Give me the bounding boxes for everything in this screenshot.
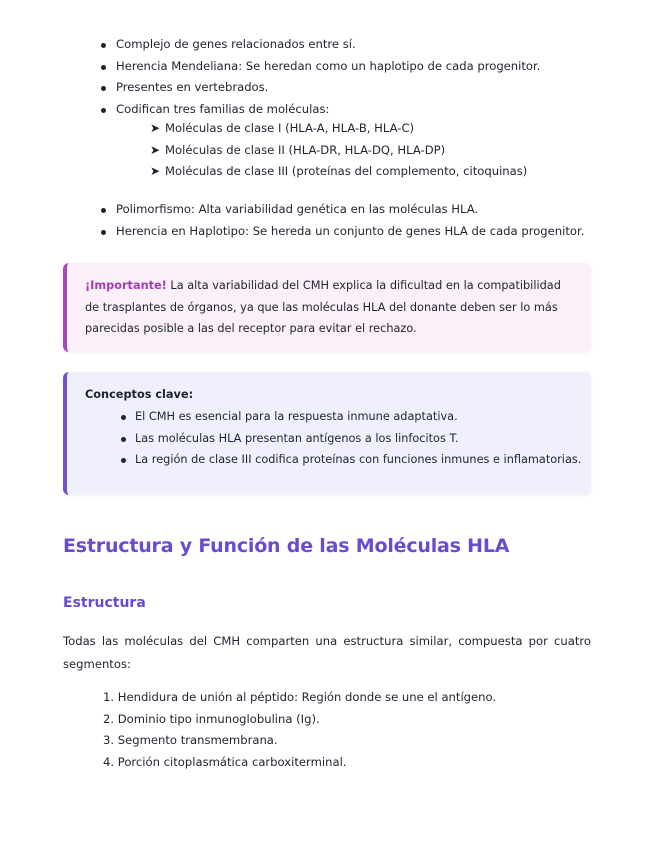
list-item: 2. Dominio tipo inmunoglobulina (Ig). — [103, 711, 320, 726]
bullet-icon — [121, 437, 126, 442]
list-item: Herencia en Haplotipo: Se hereda un conjunto de genes HLA de cada progenitor. — [102, 221, 584, 243]
key-concepts-heading: Conceptos clave: — [85, 388, 194, 401]
bullet-icon — [101, 230, 106, 235]
important-callout — [63, 263, 591, 352]
list-item: La región de clase III codifica proteínas con funciones inmunes e inflamatorias. — [121, 449, 581, 471]
list-item: Codifican tres familias de moléculas: — [102, 99, 540, 121]
list-item: Presentes en vertebrados. — [102, 77, 540, 99]
section-title: Estructura y Función de las Moléculas HLA — [63, 535, 510, 557]
arrow-icon: ➤ — [150, 142, 161, 157]
list-item: Las moléculas HLA presentan antígenos a los linfocitos T. — [121, 428, 581, 450]
bullet-icon — [101, 208, 106, 213]
structure-paragraph: Todas las moléculas del CMH comparten una estructura similar, compuesta por cuatro segmentos: — [63, 634, 591, 671]
arrow-icon: ➤ — [150, 164, 161, 178]
key-concepts-callout — [63, 372, 591, 495]
bullet-icon — [121, 415, 126, 420]
important-label: ¡Importante! — [85, 279, 167, 292]
list-item: 3. Segmento transmembrana. — [103, 733, 278, 747]
list-item: Herencia Mendeliana: Se heredan como un haplotipo de cada progenitor. — [102, 56, 540, 78]
arrow-icon: ➤ — [150, 121, 161, 135]
subsection-title: Estructura — [63, 595, 146, 611]
list-item: 4. Porción citoplasmática carboxiterminal. — [103, 754, 347, 769]
list-item: Polimorfismo: Alta variabilidad genética en las moléculas HLA. — [102, 199, 584, 221]
list-item: ➤ Moléculas de clase II (HLA-DR, HLA-DQ, HLA-DP) — [150, 140, 527, 162]
list-item: Complejo de genes relacionados entre sí. — [102, 34, 540, 56]
bullet-icon — [101, 65, 106, 70]
bullet-icon — [101, 43, 106, 48]
structure-segments-list — [103, 687, 496, 773]
list-item: ➤ Moléculas de clase I (HLA-A, HLA-B, HLA-C) — [150, 118, 527, 140]
list-item: El CMH es esencial para la respuesta inmune adaptativa. — [121, 406, 581, 428]
list-item: 1. Hendidura de unión al péptido: Región donde se une el antígeno. — [103, 690, 497, 704]
gene-complex-bullet-list — [102, 34, 540, 120]
bullet-icon — [101, 108, 106, 113]
key-concepts-list — [121, 406, 581, 471]
molecule-classes-list — [150, 118, 527, 183]
bullet-icon — [121, 458, 126, 463]
hla-properties-list — [102, 199, 584, 242]
list-item: ➤ Moléculas de clase III (proteínas del complemento, citoquinas) — [150, 161, 527, 183]
bullet-icon — [101, 86, 106, 91]
important-text: ¡Importante! La alta variabilidad del CMH explica la dificultad en la compatibilidad de trasplantes de órganos, ya que las moléculas HLA del donante deben ser lo más parecidas posible a las del receptor para evitar el rechazo. — [85, 279, 561, 336]
